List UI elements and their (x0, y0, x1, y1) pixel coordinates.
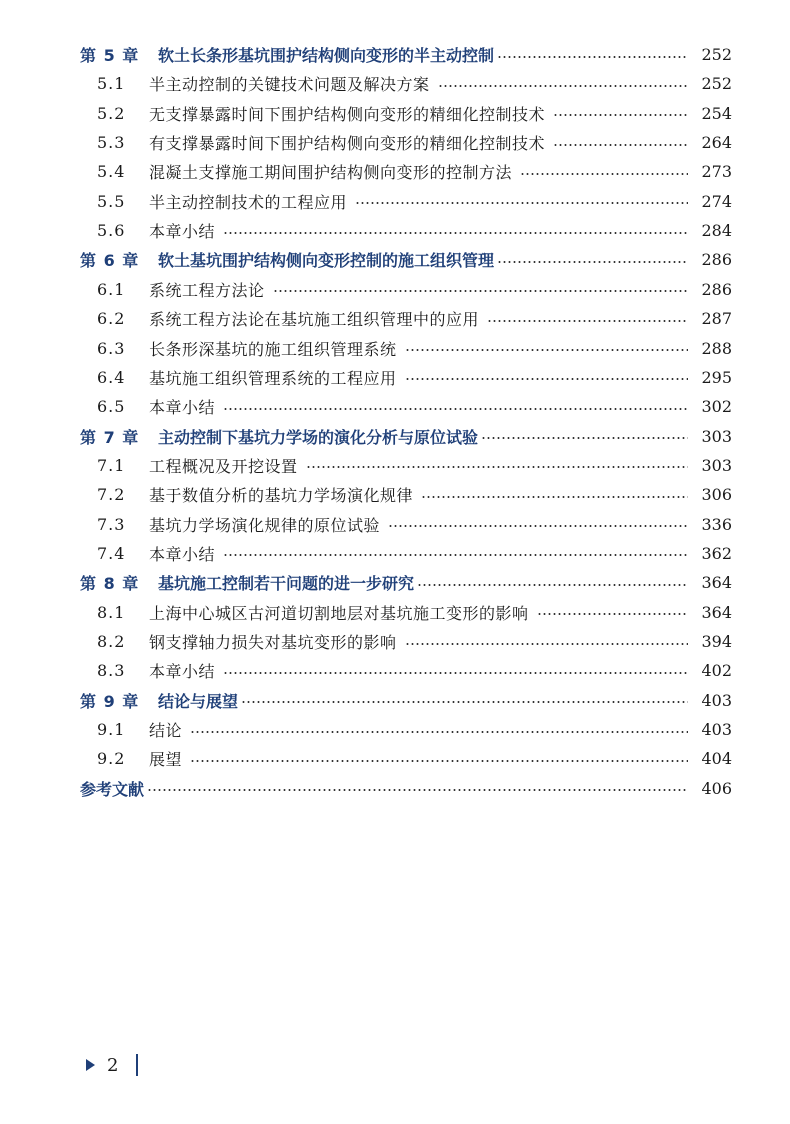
toc-chapter-entry[interactable] (80, 686, 732, 715)
toc-section-entry[interactable] (97, 539, 732, 568)
dot-leader (223, 232, 688, 234)
toc-entry-number: 8.3 (97, 661, 126, 681)
toc-section-entry[interactable] (97, 451, 732, 480)
dot-leader (405, 378, 688, 380)
toc-entry-number: 5.1 (97, 74, 126, 94)
toc-entry-number: 第 9 章 (80, 691, 140, 711)
toc-entry-number: 第 7 章 (80, 427, 140, 447)
toc-entry-page: 274 (701, 191, 732, 211)
dot-leader (405, 349, 688, 351)
toc-entry-number: 6.4 (97, 367, 126, 387)
toc-entry-number: 7.4 (97, 543, 126, 563)
toc-entry-title: 基坑施工组织管理系统的工程应用 (149, 368, 397, 388)
toc-entry-page: 406 (701, 778, 732, 798)
dot-leader (497, 56, 688, 58)
toc-entry-title: 结论与展望 (158, 691, 239, 711)
toc-entry-title: 本章小结 (149, 662, 216, 682)
dot-leader (190, 760, 688, 762)
toc-entry-page: 403 (701, 720, 732, 740)
toc-section-entry[interactable] (97, 128, 732, 157)
toc-entry-title: 主动控制下基坑力学场的演化分析与原位试验 (158, 427, 479, 447)
toc-section-entry[interactable] (97, 480, 732, 509)
toc-section-entry[interactable] (97, 744, 732, 773)
toc-entry-page: 286 (701, 250, 732, 270)
toc-entry-title: 本章小结 (149, 398, 216, 418)
toc-section-entry[interactable] (97, 715, 732, 744)
toc-section-entry[interactable] (97, 157, 732, 186)
toc-chapter-entry[interactable] (80, 40, 732, 69)
triangle-right-icon (86, 1059, 95, 1071)
toc-section-entry[interactable] (97, 598, 732, 627)
toc-entry-page: 364 (701, 602, 732, 622)
toc-entry-number: 9.2 (97, 749, 126, 769)
toc-entry-page: 284 (701, 221, 732, 241)
toc-entry-number: 7.2 (97, 485, 126, 505)
toc-entry-title: 结论 (149, 721, 183, 741)
toc-entry-number: 5.3 (97, 133, 126, 153)
dot-leader (273, 290, 688, 292)
toc-entry-title: 参考文献 (80, 779, 145, 799)
toc-entry-page: 404 (701, 749, 732, 769)
toc-entry-title: 有支撑暴露时间下围护结构侧向变形的精细化控制技术 (149, 134, 546, 154)
dot-leader (481, 437, 688, 439)
page-footer (86, 1050, 138, 1080)
toc-entry-title: 无支撑暴露时间下围护结构侧向变形的精细化控制技术 (149, 104, 546, 124)
footer-divider (136, 1054, 138, 1076)
dot-leader (487, 320, 688, 322)
dot-leader (417, 584, 688, 586)
toc-chapter-entry[interactable] (80, 568, 732, 597)
toc-entry-title: 钢支撑轴力损失对基坑变形的影响 (149, 633, 397, 652)
dot-leader (405, 643, 688, 645)
toc-entry-title: 软土长条形基坑围护结构侧向变形的半主动控制 (158, 46, 495, 65)
toc-entry-number: 5.6 (97, 221, 126, 241)
toc-entry-page: 288 (701, 338, 732, 358)
toc-entry-title: 基坑力学场演化规律的原位试验 (149, 515, 381, 535)
toc-section-entry[interactable] (97, 363, 732, 392)
toc-entry-title: 本章小结 (149, 544, 216, 564)
toc-section-entry[interactable] (97, 510, 732, 539)
toc-entry-number: 5.5 (97, 191, 126, 211)
toc-references-entry[interactable] (80, 774, 732, 803)
toc-entry-page: 336 (701, 514, 732, 534)
toc-entry-page: 362 (701, 543, 732, 563)
dot-leader (223, 408, 688, 410)
toc-entry-number: 7.1 (97, 455, 126, 475)
toc-entry-number: 6.5 (97, 397, 126, 417)
toc-entry-page: 303 (701, 455, 732, 475)
toc-section-entry[interactable] (97, 304, 732, 333)
dot-leader (306, 466, 688, 468)
dot-leader (537, 613, 688, 615)
dot-leader (147, 789, 688, 791)
toc-entry-title: 半主动控制技术的工程应用 (149, 192, 348, 212)
toc-chapter-entry[interactable] (80, 245, 732, 274)
toc-entry-number: 5.2 (97, 103, 126, 123)
dot-leader (190, 731, 688, 733)
toc-entry-title: 展望 (149, 750, 183, 770)
toc-entry-page: 254 (701, 103, 732, 123)
toc-entry-number: 6.1 (97, 279, 126, 299)
toc-entry-page: 287 (701, 309, 732, 329)
toc-entry-page: 252 (701, 45, 732, 64)
toc-section-entry[interactable] (97, 656, 732, 685)
toc-entry-page: 295 (701, 367, 732, 387)
toc-entry-page: 273 (701, 162, 732, 182)
dot-leader (438, 85, 688, 87)
toc-entry-page: 394 (701, 632, 732, 651)
toc-entry-number: 6.3 (97, 338, 126, 358)
toc-entry-number: 6.2 (97, 309, 126, 329)
toc-entry-page: 286 (701, 279, 732, 299)
dot-leader (223, 554, 688, 556)
dot-leader (355, 202, 688, 204)
toc-entry-title: 上海中心城区古河道切割地层对基坑施工变形的影响 (149, 603, 529, 623)
dot-leader (223, 672, 688, 674)
toc-entry-number: 7.3 (97, 514, 126, 534)
dot-leader (553, 144, 688, 146)
dot-leader (497, 261, 688, 263)
toc-section-entry[interactable] (97, 334, 732, 363)
toc-entry-page: 252 (701, 74, 732, 94)
toc-entry-title: 工程概况及开挖设置 (149, 456, 298, 476)
dot-leader (388, 525, 688, 527)
toc-entry-page: 303 (701, 426, 732, 446)
toc-section-entry[interactable] (97, 187, 732, 216)
toc-entry-number: 第 5 章 (80, 46, 140, 65)
toc-entry-number: 8.1 (97, 602, 126, 622)
dot-leader (553, 114, 688, 116)
toc-entry-page: 364 (701, 573, 732, 593)
toc-entry-title: 软土基坑围护结构侧向变形控制的施工组织管理 (158, 251, 495, 271)
toc-chapter-entry[interactable] (80, 422, 732, 451)
toc-entry-number: 8.2 (97, 632, 126, 651)
dot-leader (421, 496, 688, 498)
toc-entry-page: 402 (701, 661, 732, 681)
toc-entry-title: 本章小结 (149, 222, 216, 242)
toc-section-entry[interactable] (97, 275, 732, 304)
dot-leader (520, 173, 688, 175)
toc-entry-number: 5.4 (97, 162, 126, 182)
toc-section-entry[interactable] (97, 392, 732, 421)
toc-section-entry[interactable] (97, 69, 732, 98)
toc-entry-page: 306 (701, 485, 732, 505)
toc-entry-title: 基于数值分析的基坑力学场演化规律 (149, 486, 414, 506)
toc-entry-title: 半主动控制的关键技术问题及解决方案 (149, 75, 430, 95)
toc-entry-page: 302 (701, 397, 732, 417)
toc-entry-title: 系统工程方法论 (149, 280, 265, 300)
page-number: 2 (107, 1054, 119, 1076)
toc-entry-page: 403 (701, 690, 732, 710)
toc-entry-number: 9.1 (97, 720, 126, 740)
toc-entry-number: 第 8 章 (80, 574, 140, 594)
toc-entry-title: 混凝土支撑施工期间围护结构侧向变形的控制方法 (149, 163, 513, 183)
toc-section-entry[interactable] (97, 99, 732, 128)
toc-section-entry[interactable] (97, 627, 732, 656)
toc-section-entry[interactable] (97, 216, 732, 245)
dot-leader (241, 701, 688, 703)
toc-entry-page: 264 (701, 133, 732, 153)
toc-entry-title: 系统工程方法论在基坑施工组织管理中的应用 (149, 310, 480, 330)
toc-entry-title: 长条形深基坑的施工组织管理系统 (149, 339, 397, 359)
toc-entry-title: 基坑施工控制若干问题的进一步研究 (158, 574, 415, 594)
toc-entry-number: 第 6 章 (80, 251, 140, 271)
